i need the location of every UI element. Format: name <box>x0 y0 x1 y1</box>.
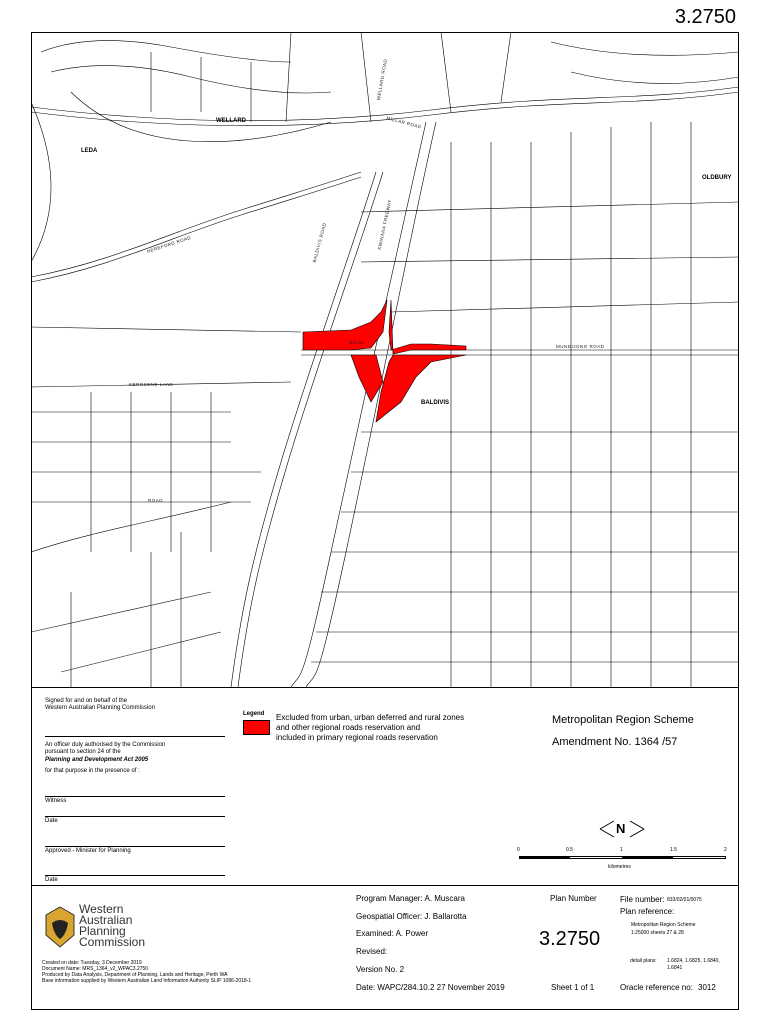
road-label-road-1: ROAD <box>349 340 365 345</box>
footer-note-1: Created on date: Tuesday, 3 December 2019 <box>42 960 142 966</box>
officer-text-1: An officer duly authorised by the Commission <box>45 742 166 748</box>
plan-number: 3.2750 <box>539 928 601 950</box>
scheme-reference-2: 1:25000 sheets 27 & 28 <box>631 930 684 936</box>
act-text: Planning and Development Act 2005 <box>45 757 149 763</box>
road-label-mundijong: MUNDIJONG ROAD <box>556 344 605 349</box>
road-label-wellard: WELLARD ROAD <box>375 58 389 101</box>
amendment-number: Amendment No. 1364 /57 <box>552 736 678 748</box>
reservation-sw <box>351 355 383 402</box>
scale-tick-4: 2 <box>724 847 727 853</box>
program-manager: Program Manager: A. Muscara <box>356 894 465 903</box>
scale-tick-0: 0 <box>517 847 520 853</box>
oracle-reference-label: Oracle reference no: <box>620 983 693 992</box>
reservation-ne <box>389 300 466 354</box>
reservation-nw <box>303 300 387 350</box>
geospatial-officer: Geospatial Officer: J. Ballarotta <box>356 912 467 921</box>
approved-label: Approved - Minister for Planning <box>45 848 131 854</box>
signed-for-text: Signed for and on behalf of the <box>45 698 128 704</box>
signature-line-1 <box>45 736 225 737</box>
scheme-reference-1: Metropolitan Region Scheme <box>631 922 696 928</box>
detail-plans-label: detail plans: <box>630 958 657 964</box>
officer-text-2: pursuant to section 24 of the <box>45 749 121 755</box>
legend-text-2: and other regional roads reservation and <box>276 723 421 732</box>
examined-by: Examined: A. Power <box>356 929 429 938</box>
locality-oldbury: OLDBURY <box>702 175 732 181</box>
wapc-logo-text <box>79 904 145 948</box>
date-label-1: Date <box>45 818 58 824</box>
scale-tick-3: 1.5 <box>670 847 677 853</box>
scale-bar <box>519 856 726 859</box>
scale-unit: kilometres <box>608 864 631 870</box>
file-number-label: File number: <box>620 895 665 904</box>
revised-label: Revised: <box>356 947 388 956</box>
locality-baldivis: BALDIVIS <box>421 400 450 406</box>
signature-line-4 <box>45 846 225 847</box>
north-label: N <box>616 821 626 836</box>
footer-note-3: Produced by Data Analysis, Department of Planning, Lands and Heritage, Perth WA <box>42 972 228 978</box>
date-label-2: Date <box>45 877 58 883</box>
sheet-count: Sheet 1 of 1 <box>551 983 595 992</box>
version-number: Version No. 2 <box>356 965 405 974</box>
road-label-baldivis: BALDIVIS ROAD <box>311 222 328 263</box>
signature-line-2 <box>45 796 225 797</box>
road-label-kerosene: KEROSENE LANE <box>129 382 174 387</box>
plan-reference-label: Plan reference: <box>620 907 675 916</box>
legend-text-1: Excluded from urban, urban deferred and rural zones <box>276 713 465 722</box>
scale-tick-1: 0.5 <box>566 847 573 853</box>
presence-text: for that purpose in the presence of : <box>45 768 140 774</box>
footer-note-2: Document Name: MRS_1364_v2_WPAC3.2750 <box>42 966 149 972</box>
footer-divider <box>31 885 739 886</box>
map-canvas <box>31 32 739 687</box>
scheme-title: Metropolitan Region Scheme <box>552 714 694 726</box>
detail-plans-value-1: 1.6824, 1.6825, 1.6840, <box>667 958 720 964</box>
plan-number-header: 3.2750 <box>674 6 736 28</box>
plan-date: Date: WAPC/284.10.2 27 November 2019 <box>356 983 505 992</box>
legend-title: Legend <box>243 711 265 717</box>
commission-text: Western Australian Planning Commission <box>45 705 155 711</box>
file-number-value: 833/02/01/0075 <box>667 897 702 903</box>
logo-line-4: Commission <box>79 935 146 949</box>
signature-line-5 <box>45 875 225 876</box>
scale-tick-2: 1 <box>620 847 623 853</box>
plan-number-label: Plan Number <box>550 894 597 903</box>
witness-label: Witness <box>45 798 67 804</box>
road-label-road-2: ROAD <box>148 498 164 503</box>
road-label-hereford: HEREFORD ROAD <box>146 235 192 254</box>
reservation-se <box>376 355 466 422</box>
map-panel <box>31 32 739 688</box>
oracle-reference-value: 3012 <box>698 983 716 992</box>
locality-leda: LEDA <box>81 148 98 154</box>
logo-line-3: Planning <box>79 924 126 938</box>
road-label-freeway: KWINANA FREEWAY <box>376 198 393 251</box>
road-label-millar: MILLAR ROAD <box>385 115 423 130</box>
signature-line-3 <box>45 816 225 817</box>
logo-line-1: Western <box>79 902 124 916</box>
footer-note-4: Base information supplied by Western Australian Land Information Authority SLIP 1086-2018-1 <box>42 978 252 984</box>
detail-plans-value-2: 1.6841 <box>667 965 683 971</box>
logo-line-2: Australian <box>79 913 133 927</box>
locality-wellard: WELLARD <box>216 118 246 124</box>
legend-text-3: included in primary regional roads reservation <box>276 733 438 742</box>
legend-swatch <box>243 720 270 735</box>
wapc-logo-icon <box>42 905 78 949</box>
